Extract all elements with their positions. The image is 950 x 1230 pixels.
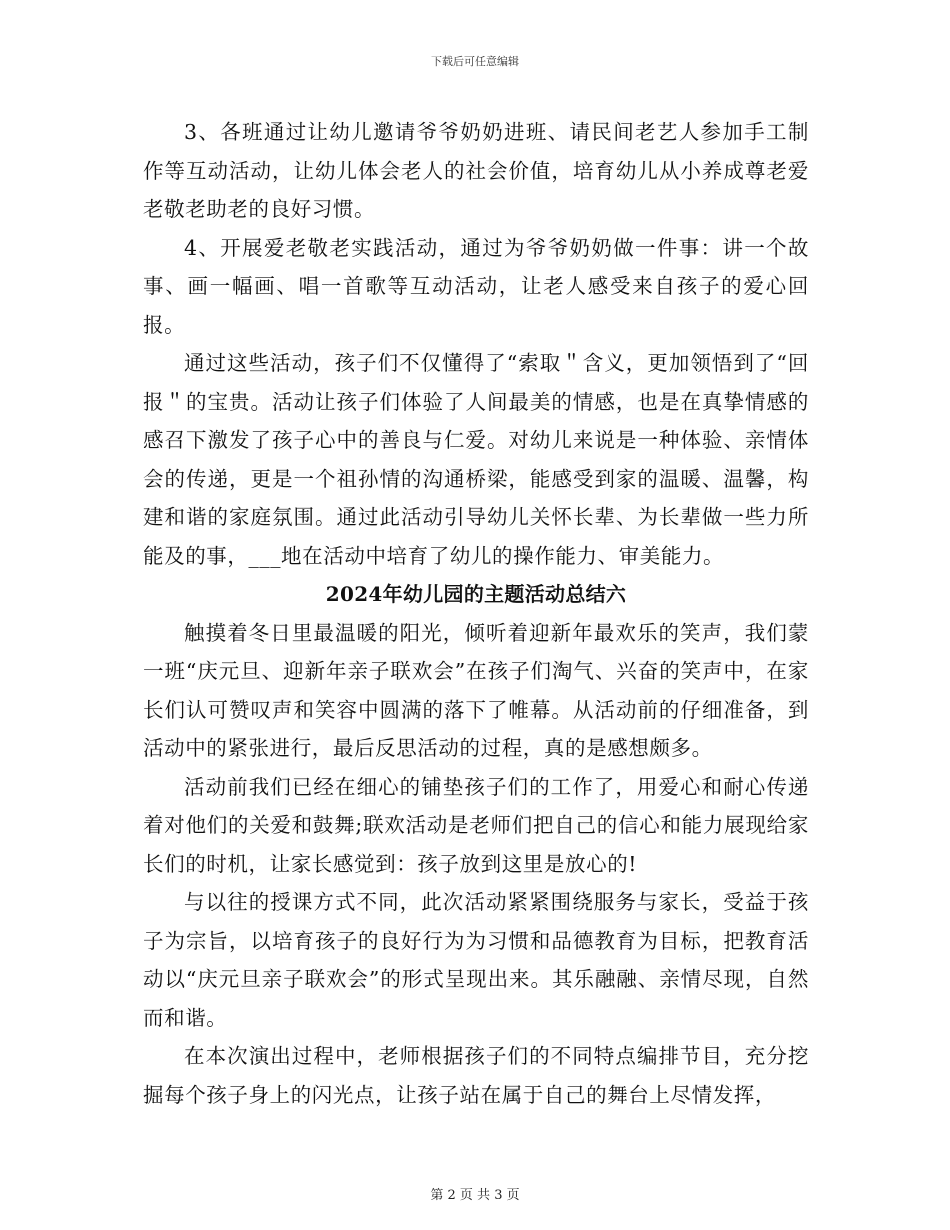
paragraph-summary: 通过这些活动，孩子们不仅懂得了“索取＂含义，更加领悟到了“回报＂的宝贵。活动让孩子们体验了人间最美的情感，也是在真挚情感的感召下激发了孩子心中的善良与仁爱。对幼儿来说是一种体验、亲情体会的传递，更是一个祖孙情的沟通桥梁，能感受到家的温暖、温馨，构建和谐的家庭氛围。通过此活动引导幼儿关怀长辈、为长辈做一些力所能及的事，___地在活动中培育了幼儿的操作能力、审美能力。 [143, 351, 809, 568]
paragraph-purpose: 与以往的授课方式不同，此次活动紧紧围绕服务与家长，受益于孩子为宗旨，以培育孩子的良好行为为习惯和品德教育为目标，把教育活动以“庆元旦亲子联欢会”的形式呈现出来。其乐融融、亲情尽现，自然而和谐。 [143, 890, 809, 1030]
paragraph-intro: 触摸着冬日里最温暖的阳光，倾听着迎新年最欢乐的笑声，我们蒙一班“庆元旦、迎新年亲子联欢会”在孩子们淘气、兴奋的笑声中，在家长们认可赞叹声和笑容中圆满的落下了帷幕。从活动前的仔细准备，到活动中的紧张进行，最后反思活动的过程，真的是感想颇多。 [143, 620, 809, 760]
page-header: 下载后可任意编辑 [431, 55, 519, 68]
paragraph-preparation: 活动前我们已经在细心的铺垫孩子们的工作了，用爱心和耐心传递着对他们的关爱和鼓舞;联欢活动是老师们把自己的信心和能力展现给家长们的时机，让家长感觉到：孩子放到这里是放心的! [143, 774, 809, 876]
paragraph-performance: 在本次演出过程中，老师根据孩子们的不同特点编排节目，充分挖掘每个孩子身上的闪光点，让孩子站在属于自己的舞台上尽情发挥， [143, 1044, 809, 1107]
page-footer: 第 2 页 共 3 页 [430, 1188, 520, 1203]
paragraph-item-3: 3、各班通过让幼儿邀请爷爷奶奶进班、请民间老艺人参加手工制作等互动活动，让幼儿体会老人的社会价值，培育幼儿从小养成尊老爱老敬老助老的良好习惯。 [143, 120, 809, 221]
document-body [143, 113, 809, 1114]
section-title: 2024年幼儿园的主题活动总结六 [325, 582, 627, 606]
paragraph-item-4: 4、开展爱老敬老实践活动，通过为爷爷奶奶做一件事：讲一个故事、画一幅画、唱一首歌等互动活动，让老人感受来自孩子的爱心回报。 [143, 235, 809, 337]
